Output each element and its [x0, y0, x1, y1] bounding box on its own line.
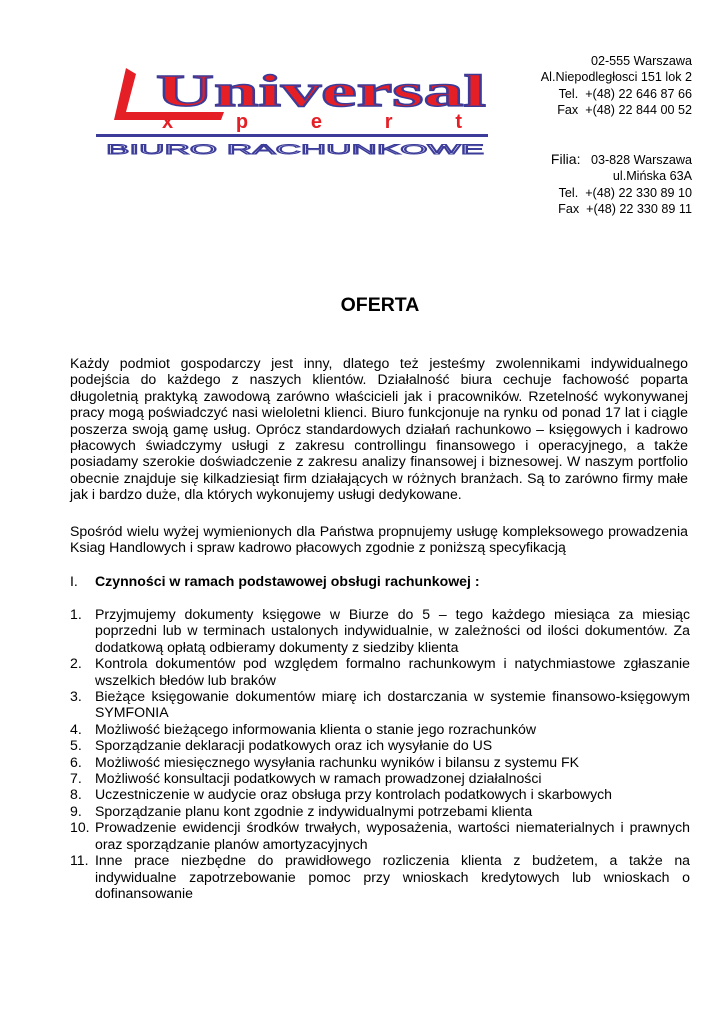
- list-item-number: 11.: [70, 852, 89, 869]
- list-item-text: Bieżące księgowanie dokumentów miarę ich dostarczania w systemie finansowo-księgowym SYMFONIA: [95, 688, 690, 721]
- list-item: [70, 655, 690, 688]
- document-title: OFERTA: [340, 294, 420, 316]
- list-item: [70, 852, 690, 901]
- logo-brand-sub: x p e r t: [162, 111, 462, 133]
- branch-office-address: [551, 151, 692, 217]
- list-item-number: 7.: [70, 770, 82, 787]
- main-phone: Tel. +(48) 22 646 87 66: [558, 86, 692, 101]
- section-number: I.: [70, 573, 78, 589]
- list-item: [70, 770, 690, 786]
- list-item: [70, 721, 690, 737]
- list-item-text: Sporządzanie deklaracji podatkowych oraz ich wysyłanie do US: [95, 737, 493, 754]
- list-item-text: Prowadzenie ewidencji środków trwałych, wyposażenia, wartości niematerialnych i prawnych oraz sporządzanie planów amortyzacyjnych: [95, 819, 690, 852]
- branch-label: Filia:: [550, 151, 581, 167]
- main-office-address: [541, 53, 692, 118]
- list-item-number: 6.: [70, 753, 82, 770]
- list-item: [70, 786, 690, 802]
- list-item-number: 9.: [70, 802, 82, 819]
- list-item-text: Sporządzanie planu kont zgodnie z indywidualnymi potrzebami klienta: [95, 802, 533, 819]
- main-street: Al.Niepodległosci 151 lok 2: [540, 70, 692, 85]
- company-logo: [96, 62, 492, 158]
- list-item-number: 10.: [70, 819, 90, 836]
- list-item-text: Inne prace niezbędne do prawidłowego rozliczenia klienta z budżetem, a także na indywidualne zapotrzebowanie pomoc przy wnioskach kredytowych lub wnioskach o dofinansowanie: [95, 852, 690, 901]
- section-heading: [70, 573, 480, 589]
- main-postal: 02-555 Warszawa: [590, 54, 692, 68]
- services-list: [70, 606, 690, 901]
- branch-first-line: [551, 151, 692, 168]
- list-item: [70, 819, 690, 852]
- branch-street: ul.Mińska 63A: [612, 169, 692, 184]
- list-item-number: 8.: [70, 786, 82, 803]
- logo-brand-main: Universal: [156, 65, 486, 116]
- list-item-number: 5.: [70, 737, 82, 754]
- list-item: [70, 737, 690, 753]
- main-fax: Fax +(48) 22 844 00 52: [557, 102, 692, 117]
- list-item-number: 2.: [70, 655, 82, 672]
- list-item-text: Przyjmujemy dokumenty księgowe w Biurze do 5 – tego każdego miesiąca za miesiąc poprzedni lub w terminach ustalonych indywidualnie, w zależności od ilości dokumentów. Za dodatkową opłatą odbieramy dokumenty z siedziby klienta: [95, 606, 690, 655]
- list-item-text: Możliwość miesięcznego wysyłania rachunku wyników i bilansu z systemu FK: [95, 753, 580, 770]
- list-item-text: Kontrola dokumentów pod względem formalno rachunkowym i natychmiastowe zgłaszanie wszelkich błedów lub braków: [95, 655, 690, 688]
- section-heading-text: Czynności w ramach podstawowej obsługi rachunkowej :: [95, 573, 480, 589]
- list-item: [70, 803, 690, 819]
- list-item: [70, 688, 690, 721]
- list-item-text: Możliwość konsultacji podatkowych w ramach prowadzonej działalności: [95, 770, 542, 787]
- list-item-text: Możliwość bieżącego informowania klienta o stanie jego rozrachunków: [95, 720, 537, 737]
- list-item: [70, 754, 690, 770]
- list-item-text: Uczestniczenie w audycie oraz obsługa przy kontrolach podatkowych i skarbowych: [95, 786, 613, 803]
- list-item: [70, 606, 690, 655]
- logo-tagline: BIURO RACHUNKOWE: [106, 141, 484, 157]
- list-item-number: 1.: [70, 606, 82, 622]
- branch-postal: 03-828 Warszawa: [590, 153, 692, 167]
- logo-underline: [96, 134, 488, 137]
- offer-paragraph: Spośród wielu wyżej wymienionych dla Państwa propnujemy usługę kompleksowego prowadzenia Ksiag Handlowych i spraw kadrowo płacowych zgodnie z poniższą specyfikacją: [70, 523, 688, 556]
- branch-fax: Fax +(48) 22 330 89 11: [558, 201, 692, 216]
- branch-phone: Tel. +(48) 22 330 89 10: [558, 185, 692, 200]
- list-item-number: 4.: [70, 720, 82, 737]
- intro-paragraph: Każdy podmiot gospodarczy jest inny, dlatego też jesteśmy zwolennikami indywidualnego podejścia do każdego z naszych klientów. Działalność biura cechuje fachowość poparta długoletnią praktyką zawodową zarówno właścicieli jak i pracowników. Rzetelność wykonywanej pracy mogą poświadczyć nasi wieloletni klienci. Biuro funkcjonuje na rynku od ponad 17 lat i ciągle poszerza swoją gamę usług. Oprócz standardowych działań rachunkowo – księgowych i kadrowo płacowych świadczymy usługi z zakresu controllingu finansowego i operacyjnego, a także posiadamy szerokie doświadczenie z zakresu analizy finansowej i biznesowej. W naszym portfolio obecnie znajduje się kilkadziesiąt firm działających w różnych branżach. Są to zarówno firmy małe jak i bardzo duże, dla których wykonujemy usługi dedykowane.: [70, 355, 688, 503]
- list-item-number: 3.: [70, 688, 82, 705]
